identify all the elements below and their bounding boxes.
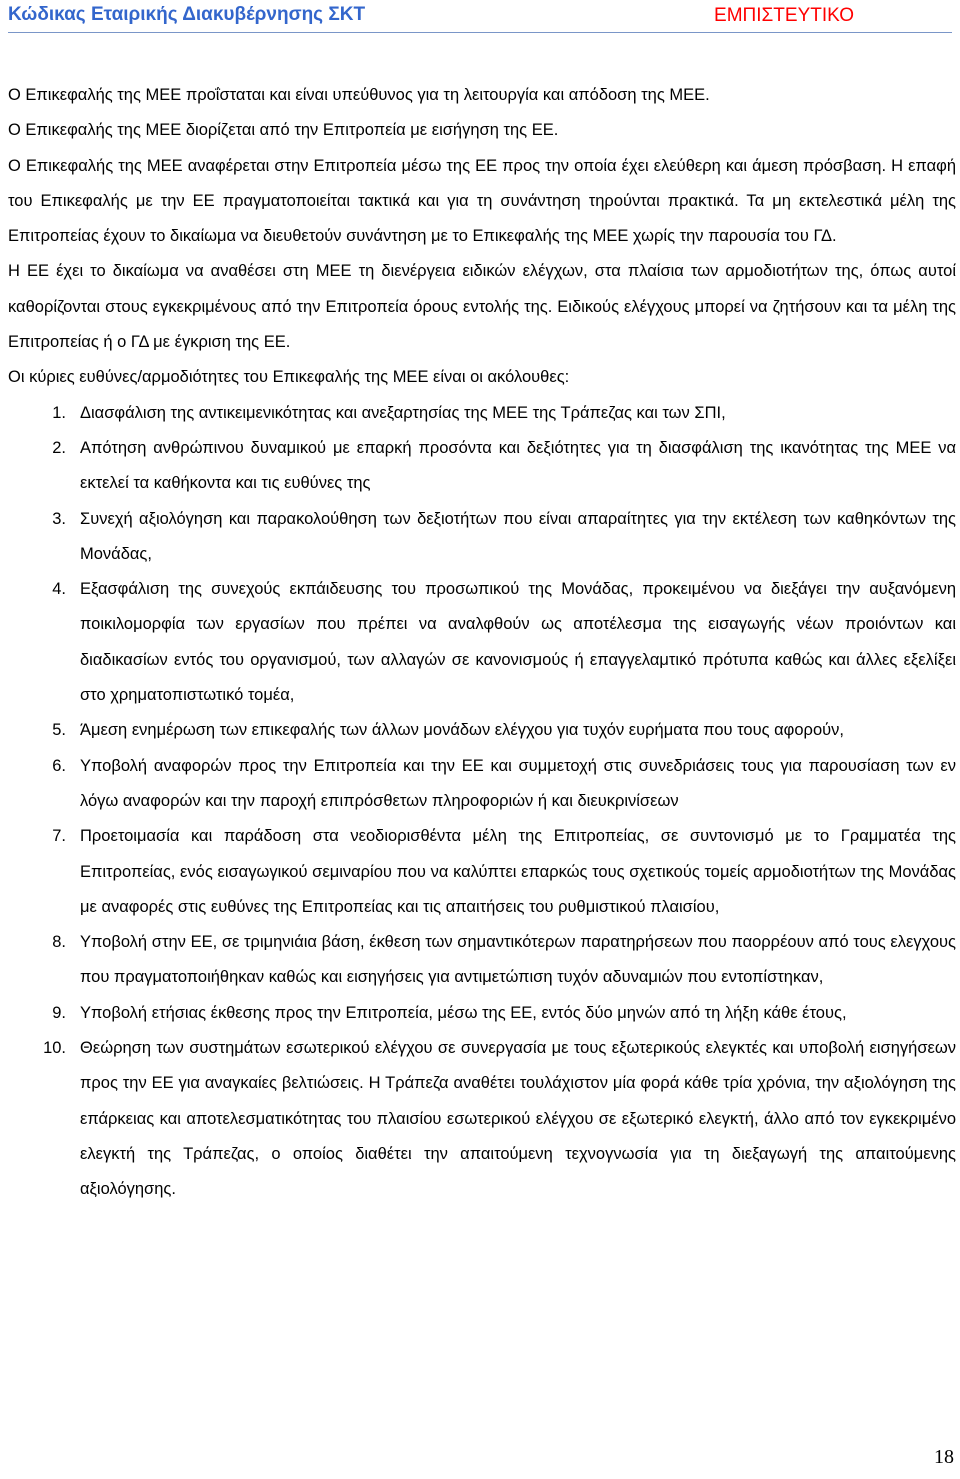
list-item-number: 4.: [52, 580, 66, 599]
page-header: [8, 2, 952, 33]
list-item: [8, 996, 956, 1031]
list-item-text: Συνεχή αξιολόγηση και παρακολούθηση των δεξιοτήτων που είναι απαραίτητες για την εκτέλεση των καθηκόντων της Μονάδας,: [80, 509, 956, 563]
list-item: [8, 502, 956, 573]
paragraph-special-audits: Η ΕΕ έχει το δικαίωμα να αναθέσει στη ΜΕΕ τη διενέργεια ειδικών ελέγχων, στα πλαίσια των αρμοδιοτήτων της, όπως αυτοί καθορίζονται στους εγκεκριμένους από την Επιτροπεία όρους εντολής της. Ειδικούς ελέγχους μπορεί να ζητήσουν και τα μέλη της Επιτροπείας ή ο ΓΔ με έγκριση της ΕΕ.: [8, 262, 956, 352]
list-item: [8, 572, 956, 713]
responsibilities-list: [8, 396, 956, 1208]
list-item: [8, 396, 956, 431]
list-item-number: 9.: [52, 1003, 66, 1022]
list-item-text: Προετοιμασία και παράδοση στα νεοδιορισθέντα μέλη της Επιτροπείας, σε συντονισμό με το Γραμματέα της Επιτροπείας, ενός εισαγωγικού σεμιναρίου που να καλύπτει επαρκώς τους σχετικούς τομείς αρμοδιοτήτων της Μονάδας με αναφορές στις ευθύνες της Επιτροπείας και τις απαιτήσεις του ρυθμιστικού πλαισίου,: [80, 827, 956, 916]
list-item-text: Υποβολή αναφορών προς την Επιτροπεία και την ΕΕ και συμμετοχή στις συνεδριάσεις τους για παρουσίαση των εν λόγω αναφορών και την παροχή επιπρόσθετων πληροφοριών ή και διευκρινίσεων: [80, 756, 956, 810]
list-item-number: 5.: [52, 721, 66, 740]
paragraph-head-role: Ο Επικεφαλής της ΜΕΕ προΐσταται και είναι υπεύθυνος για τη λειτουργία και απόδοση της ΜΕΕ.: [8, 86, 710, 104]
list-item-number: 10.: [43, 1039, 66, 1058]
list-item-text: Διασφάλιση της αντικειμενικότητας και ανεξαρτησίας της ΜΕΕ της Τράπεζας και των ΣΠΙ,: [80, 403, 726, 422]
confidentiality-label: ΕΜΠΙΣΤΕΥΤΙΚΟ: [714, 5, 854, 26]
list-item: [8, 749, 956, 820]
list-item: [8, 431, 956, 502]
list-item-text: Υποβολή στην ΕΕ, σε τριμηνιάια βάση, έκθεση των σημαντικότερων παρατηρήσεων που παορρέουν από τους ελεγχους που πραγματοποιήθηκαν καθώς και εισηγήσεις για αντιμετώπιση τυχόν αδυναμιών που εντοπίστηκαν,: [80, 933, 956, 987]
list-item-text: Άμεση ενημέρωση των επικεφαλής των άλλων μονάδων ελέγχου για τυχόν ευρήματα που τους αφορούν,: [80, 721, 844, 740]
list-item-text: Εξασφάλιση της συνεχούς εκπάιδευσης του προσωπικού της Μονάδας, προκειμένου να διεξάγει την αυξανόμενη ποικιλομορφία των εργασίων που πρέπει να αναλφθούν ως αποτέλεσμα της εισαγωγής νέων προιόντων και διαδικασίων εντός του οργανισμού, των αλλαγών σε κανονισμούς ή επαγγελαμτικό πρότυπα καθώς και άλλες εξελίξει στο χρηματοπιστωτικό τομέα,: [80, 580, 956, 705]
list-item-text: Υποβολή ετήσιας έκθεσης προς την Επιτροπεία, μέσω της ΕΕ, εντός δύο μηνών από τη λήξη κάθε έτους,: [80, 1003, 847, 1022]
list-item-text: Θεώρηση των συστημάτων εσωτερικού ελέγχου σε συνεργασία με τους εξωτερικούς ελεγκτές και υποβολή εισηγήσεων προς την ΕΕ για αναγκαίες βελτιώσεις. Η Τράπεζα αναθέτει τουλάχιστον μία φορά κάθε τρία χρόνια, την αξιολόγηση της επάρκειας και αποτελεσματικότητας του πλαισίου εσωτερικού ελέγχου σε εξωτερικό ελεγκτή, άλλο από τον εγκεκριμένο ελεγκτή της Τράπεζας, ο οποίος διαθέτει την απαιτούμενη τεχνογνωσία για τη διεξαγωγή της απαιτούμενης αξιολόγησης.: [80, 1039, 956, 1199]
list-item-number: 1.: [52, 403, 66, 422]
document-title: Κώδικας Εταιρικής Διακυβέρνησης ΣΚΤ: [8, 4, 366, 25]
list-item-number: 2.: [52, 438, 66, 457]
paragraph-reporting: Ο Επικεφαλής της ΜΕΕ αναφέρεται στην Επιτροπεία μέσω της ΕΕ προς την οποία έχει ελεύθερη και άμεση πρόσβαση. Η επαφή του Επικεφαλής με την ΕΕ πραγματοποιείται τακτικά και για τη συνάντηση τηρούνται πρακτικά. Τα μη εκτελεστικά μέλη της Επιτροπείας έχουν το δικαίωμα να διευθετούν συνάντηση με το Επικεφαλής της ΜΕΕ χωρίς την παρουσία του ΓΔ.: [8, 156, 956, 246]
list-item: [8, 819, 956, 925]
list-item-number: 7.: [52, 827, 66, 846]
list-item: [8, 1031, 956, 1207]
list-item-text: Απότηση ανθρώπινου δυναμικού με επαρκή προσόντα και δεξιότητες για τη διασφάλιση της ικανότητας της ΜΕΕ να εκτελεί τα καθήκοντα και τις ευθύνες της: [80, 438, 956, 493]
list-item-number: 6.: [52, 756, 66, 775]
list-item: [8, 713, 956, 748]
page-number: 18: [934, 1446, 954, 1468]
paragraph-appointment: Ο Επικεφαλής της ΜΕΕ διορίζεται από την Επιτροπεία με εισήγηση της ΕΕ.: [8, 121, 559, 140]
list-item-number: 3.: [52, 509, 66, 528]
document-body: [8, 78, 956, 1208]
list-item: [8, 925, 956, 996]
list-item-number: 8.: [52, 933, 66, 952]
paragraph-responsibilities-intro: Οι κύριες ευθύνες/αρμοδιότητες του Επικεφαλής της ΜΕΕ είναι οι ακόλουθες:: [8, 368, 570, 387]
